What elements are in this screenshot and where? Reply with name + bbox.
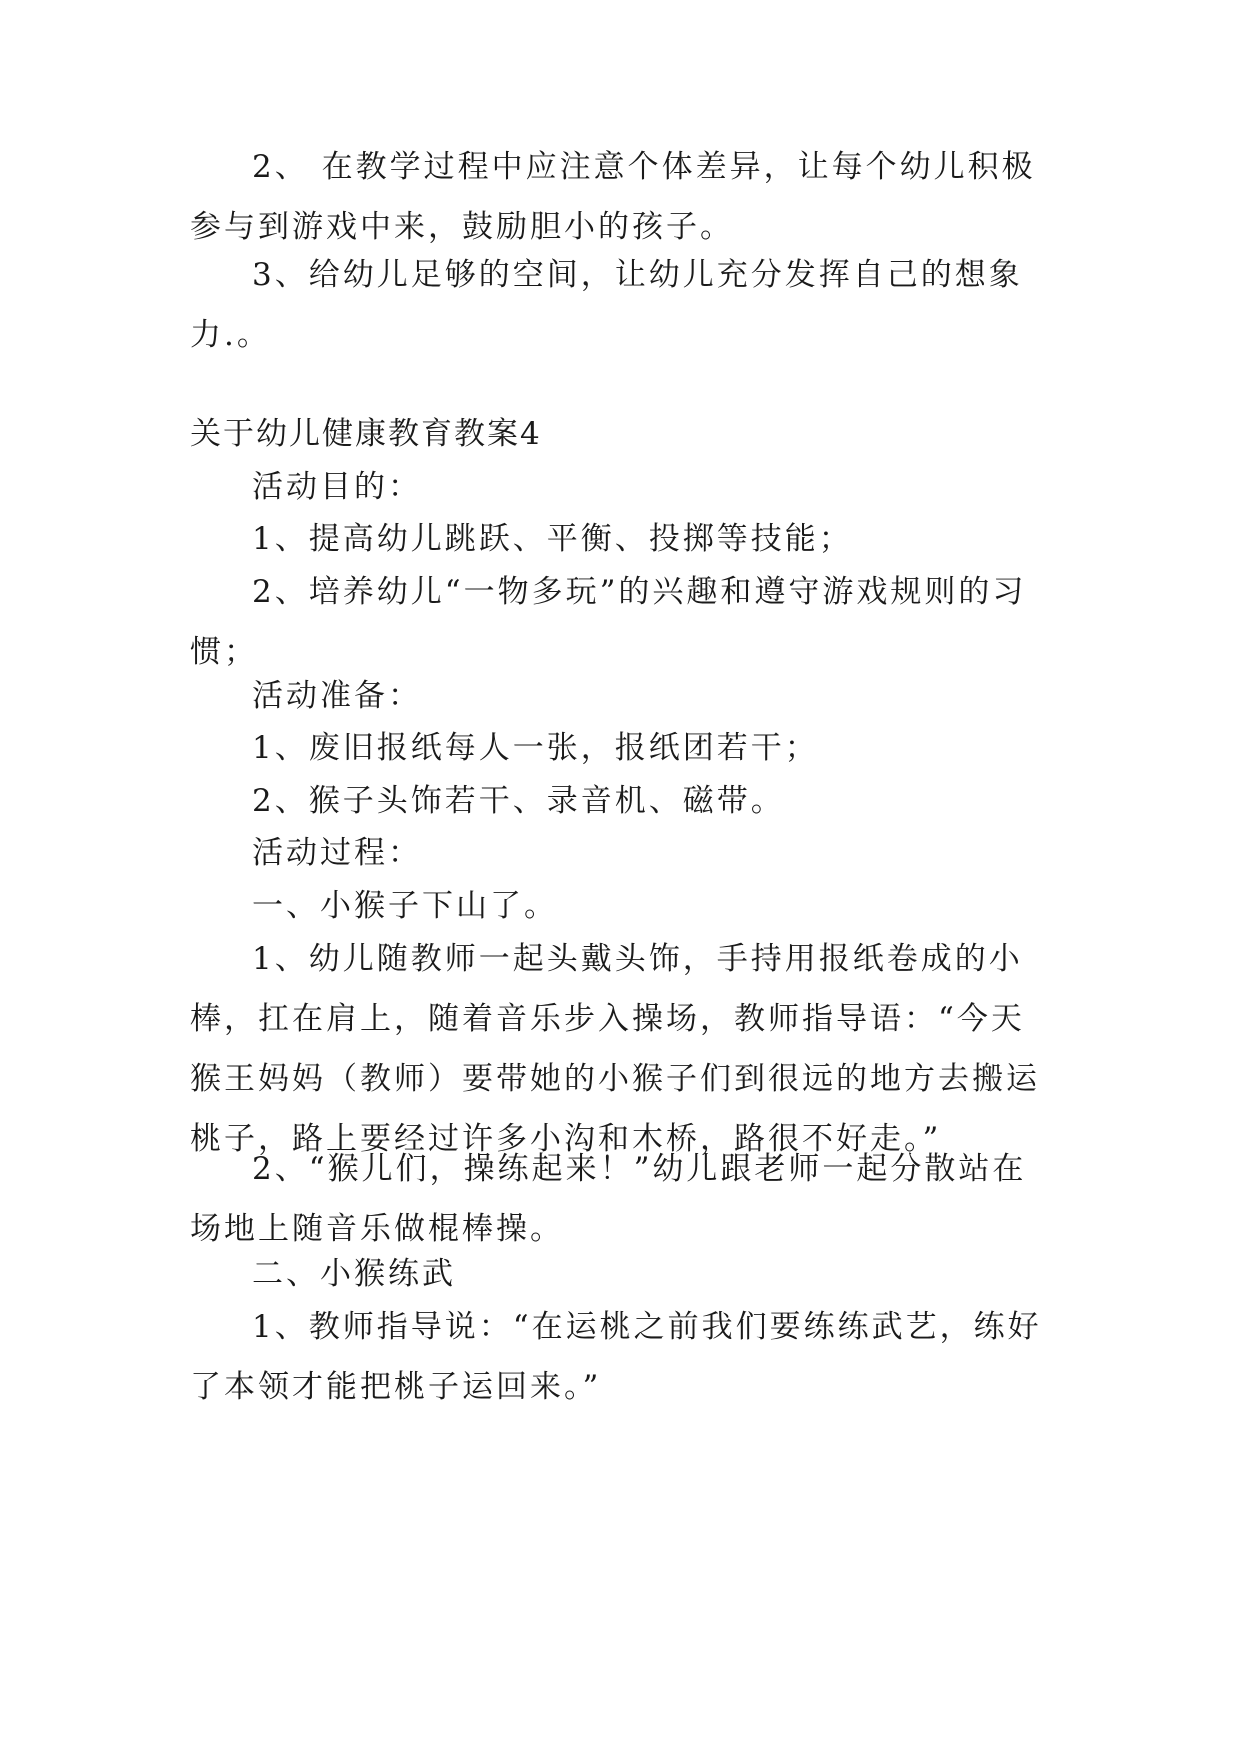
goal-item-2: 2、培养幼儿“一物多玩”的兴趣和遵守游戏规则的习惯； [190,574,1027,670]
prep-item-1: 1、废旧报纸每人一张，报纸团若干； [252,730,819,766]
prep-item-2: 2、猴子头饰若干、录音机、磁带。 [252,783,785,819]
step2-item-1: 1、教师指导说：“在运桃之前我们要练练武艺，练好了本领才能把桃子运回来。” [190,1309,1042,1405]
paragraph-note-3: 3、给幼儿足够的空间，让幼儿充分发挥自己的想象力.。 [190,257,1023,353]
goal-heading: 活动目的： [252,469,422,505]
step1-item-1: 1、幼儿随教师一起头戴头饰，手持用报纸卷成的小棒，扛在肩上，随着音乐步入操场，教师指导语：“今天猴王妈妈（教师）要带她的小猴子们到很远的地方去搬运桃子，路上要经过许多小沟和木桥，路很不好走。” [190,941,1040,1157]
prep-heading: 活动准备： [252,678,422,714]
section-title: 关于幼儿健康教育教案4 [190,416,542,452]
process-heading: 活动过程： [252,835,422,871]
step2-heading: 二、小猴练武 [252,1256,456,1292]
paragraph-note-2: 2、 在教学过程中应注意个体差异，让每个幼儿积极参与到游戏中来，鼓励胆小的孩子。 [190,149,1036,245]
step1-item-2: 2、“猴儿们，操练起来！”幼儿跟老师一起分散站在场地上随音乐做棍棒操。 [190,1151,1027,1247]
goal-item-1: 1、提高幼儿跳跃、平衡、投掷等技能； [252,521,853,557]
step1-heading: 一、小猴子下山了。 [252,888,558,924]
